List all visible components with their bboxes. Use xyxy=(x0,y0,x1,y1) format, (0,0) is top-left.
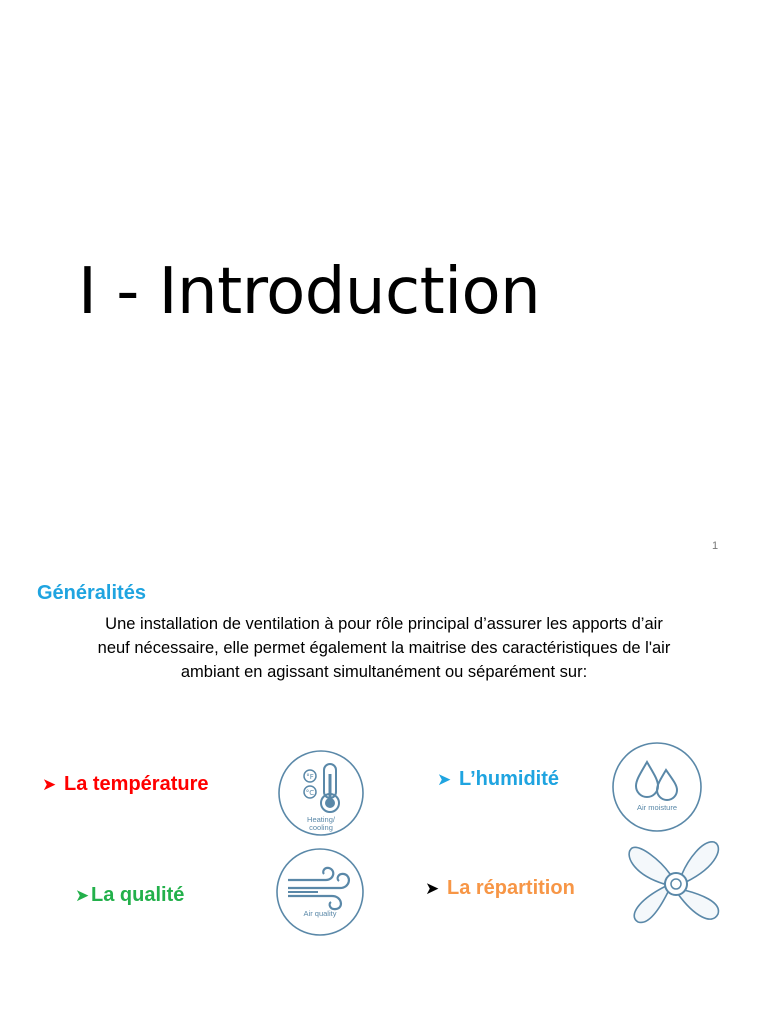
thermometer-icon xyxy=(276,748,366,838)
icon-caption: Air quality xyxy=(303,909,337,918)
bullet-label: La température xyxy=(64,773,209,795)
arrow-bullet-icon: ➤ xyxy=(425,879,440,898)
bullet-humidity xyxy=(437,768,559,791)
paragraph-line: Une installation de ventilation à pour rôle principal d’assurer les apports d’air xyxy=(105,615,663,633)
bullet-label: La répartition xyxy=(447,877,575,899)
arrow-bullet-icon: ➤ xyxy=(42,775,57,794)
icon-caption: Heating/ cooling xyxy=(307,815,335,832)
wind-icon xyxy=(274,846,366,938)
celsius-label: °C xyxy=(305,789,315,797)
bullet-quality xyxy=(75,884,184,907)
icon-caption: Air moisture xyxy=(636,803,677,812)
bullet-distribution xyxy=(425,877,575,900)
slide-title: I - Introduction xyxy=(78,255,541,329)
section-heading: Généralités xyxy=(37,582,146,604)
water-drops-icon xyxy=(610,740,704,834)
bullet-label: L’humidité xyxy=(459,768,559,790)
fan-icon xyxy=(620,830,732,934)
bullet-label: La qualité xyxy=(91,884,185,906)
bullet-temperature xyxy=(42,773,209,796)
intro-paragraph xyxy=(20,612,748,684)
fahrenheit-label: °F xyxy=(306,773,314,781)
arrow-bullet-icon: ➤ xyxy=(437,770,452,789)
paragraph-line: neuf nécessaire, elle permet également la maitrise des caractéristiques de l'air xyxy=(97,639,671,657)
arrow-bullet-icon: ➤ xyxy=(75,886,90,905)
content-slide xyxy=(0,560,768,1024)
paragraph-line: ambiant en agissant simultanément ou séparément sur: xyxy=(180,663,588,681)
page-number: 1 xyxy=(712,540,719,552)
